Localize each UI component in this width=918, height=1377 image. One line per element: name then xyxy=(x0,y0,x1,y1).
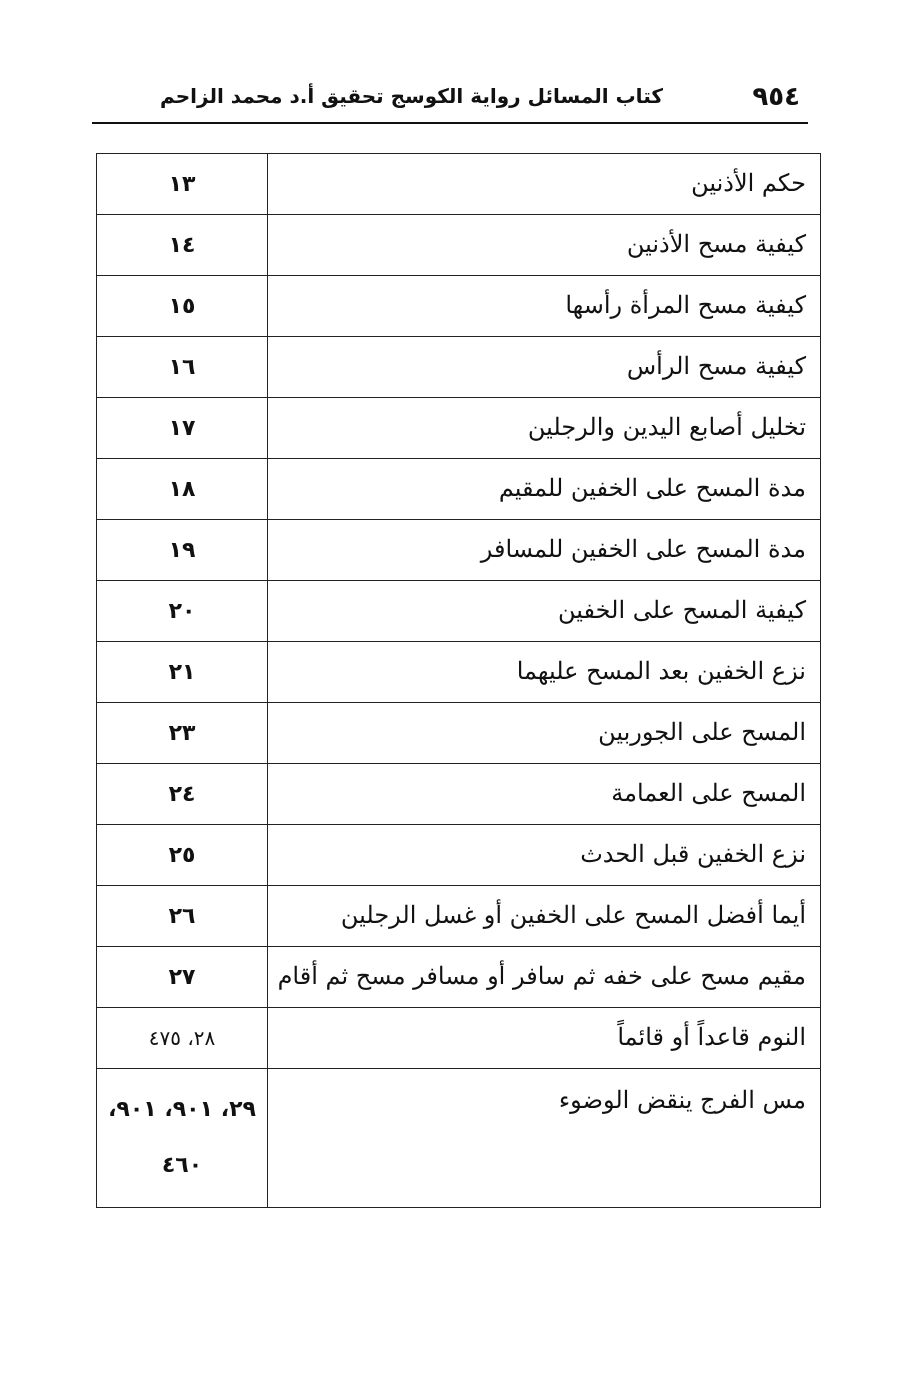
table-row xyxy=(97,703,821,764)
topic-cell: كيفية مسح الرأس xyxy=(268,337,821,398)
topic-cell: أيما أفضل المسح على الخفين أو غسل الرجلين xyxy=(268,886,821,947)
page-cell: ٢١ xyxy=(97,642,268,703)
topic-cell: مقيم مسح على خفه ثم سافر أو مسافر مسح ثم أقام xyxy=(268,947,821,1008)
table-row xyxy=(97,947,821,1008)
table-row xyxy=(97,215,821,276)
page-cell: ١٤ xyxy=(97,215,268,276)
table-row xyxy=(97,1008,821,1069)
page-cell: ١٣ xyxy=(97,154,268,215)
page-line: ٢٩، ٩٠١، ٩٠١، xyxy=(108,1097,256,1122)
table-row xyxy=(97,520,821,581)
page-cell: ٢٣ xyxy=(97,703,268,764)
table-row xyxy=(97,581,821,642)
topic-cell: كيفية المسح على الخفين xyxy=(268,581,821,642)
page-cell: ٢٤ xyxy=(97,764,268,825)
page-cell: ١٦ xyxy=(97,337,268,398)
table-row xyxy=(97,459,821,520)
page-cell: ١٨ xyxy=(97,459,268,520)
topic-cell: كيفية مسح الأذنين xyxy=(268,215,821,276)
topic-cell: نزع الخفين بعد المسح عليهما xyxy=(268,642,821,703)
topic-cell: مدة المسح على الخفين للمقيم xyxy=(268,459,821,520)
page-cell: ١٥ xyxy=(97,276,268,337)
topic-cell: النوم قاعداً أو قائماً xyxy=(268,1008,821,1069)
page-cell: ١٩ xyxy=(97,520,268,581)
table-row xyxy=(97,398,821,459)
table-row xyxy=(97,337,821,398)
topic-cell: حكم الأذنين xyxy=(268,154,821,215)
table-row xyxy=(97,154,821,215)
page-cell: ٢٨، ٤٧٥ xyxy=(97,1008,268,1069)
table-row xyxy=(97,276,821,337)
topic-cell: تخليل أصابع اليدين والرجلين xyxy=(268,398,821,459)
topic-cell: مس الفرج ينقض الوضوء xyxy=(268,1069,821,1208)
page-cell: ٢٥ xyxy=(97,825,268,886)
page-cell xyxy=(97,1069,268,1208)
topic-cell: المسح على العمامة xyxy=(268,764,821,825)
table-row xyxy=(97,642,821,703)
table-row xyxy=(97,886,821,947)
table-row xyxy=(97,825,821,886)
page-line: ٤٦٠ xyxy=(161,1153,203,1178)
topic-cell: المسح على الجوربين xyxy=(268,703,821,764)
page-cell: ٢٧ xyxy=(97,947,268,1008)
table-row xyxy=(97,764,821,825)
running-title: كتاب المسائل رواية الكوسج تحقيق أ.د محمد الزاحم xyxy=(160,84,663,108)
table-row xyxy=(97,1069,821,1208)
page-number: ٩٥٤ xyxy=(752,82,800,112)
page-cell: ١٧ xyxy=(97,398,268,459)
page-cell: ٢٠ xyxy=(97,581,268,642)
index-table xyxy=(96,153,821,1208)
topic-cell: نزع الخفين قبل الحدث xyxy=(268,825,821,886)
topic-cell: كيفية مسح المرأة رأسها xyxy=(268,276,821,337)
page-cell: ٢٦ xyxy=(97,886,268,947)
page-header xyxy=(92,70,808,124)
topic-cell: مدة المسح على الخفين للمسافر xyxy=(268,520,821,581)
